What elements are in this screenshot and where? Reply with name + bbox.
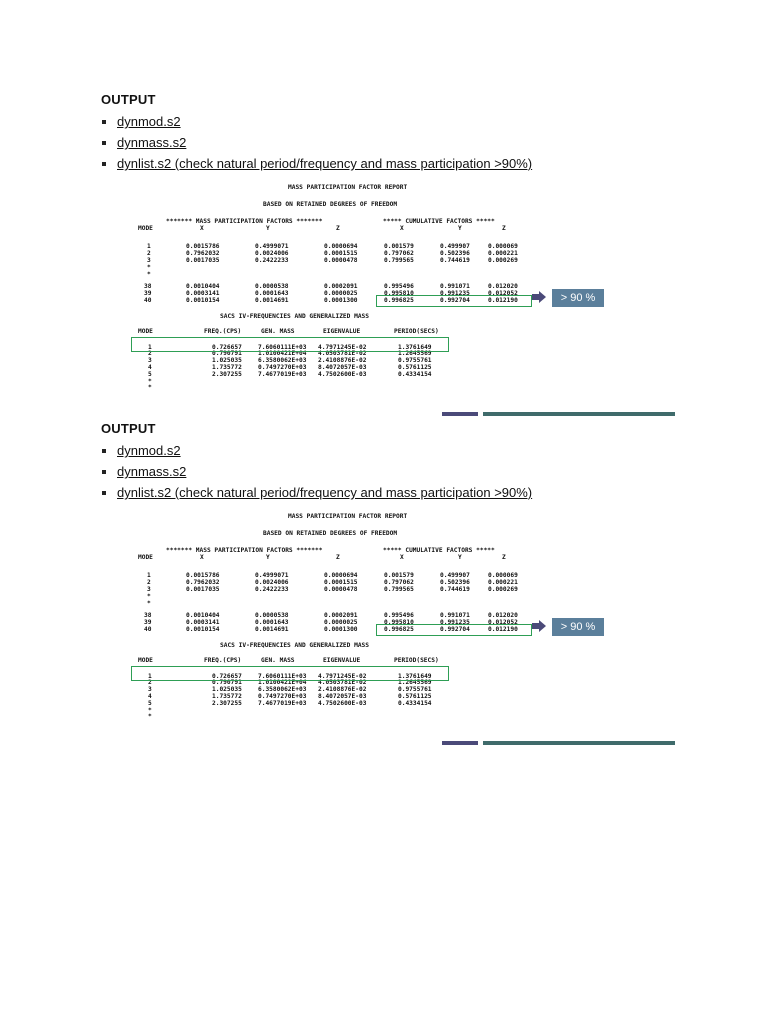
bullet-item: [101, 443, 532, 464]
frequency-cell: 2.307255: [212, 700, 242, 707]
bullet-icon: [102, 491, 106, 495]
bullet-item: [101, 156, 532, 177]
bullet-item: [101, 135, 532, 156]
mode-cell: 39: [144, 619, 152, 626]
bullet-icon: [102, 162, 106, 166]
frequency-cell: 0.726657: [212, 344, 242, 351]
mode-cell: 1: [147, 572, 151, 579]
divider-right: [483, 412, 675, 416]
mode-cell: *: [147, 271, 151, 278]
factor-cell: 0.991235: [440, 619, 470, 626]
bullet-icon: [102, 449, 106, 453]
mode-cell: 4: [148, 364, 152, 371]
frequency-cell: 1.0100421E+04: [258, 679, 307, 686]
mode-cell: 4: [148, 693, 152, 700]
frequency-cell: 0.9755761: [398, 686, 432, 693]
file-link-dynlist[interactable]: dynlist.s2 (check natural period/frequency and mass participation >90%): [117, 485, 533, 500]
factor-cell: 0.0000694: [324, 243, 358, 250]
factor-cell: 0.0001300: [324, 626, 358, 633]
factor-cell: 0.2422233: [255, 257, 289, 264]
column-header-axis: Z: [502, 554, 506, 561]
factor-cell: 0.012052: [488, 619, 518, 626]
bullet-icon: [102, 120, 106, 124]
mode-cell: *: [147, 600, 151, 607]
factor-cell: 0.797062: [384, 250, 414, 257]
factor-cell: 0.797062: [384, 579, 414, 586]
slide-heading: OUTPUT: [101, 92, 156, 107]
file-link-dynmod[interactable]: dynmod.s2: [117, 114, 181, 129]
factor-cell: 0.995810: [384, 290, 414, 297]
factor-cell: 0.0015786: [186, 572, 220, 579]
factor-cell: 0.001579: [384, 243, 414, 250]
frequency-cell: 0.726657: [212, 673, 242, 680]
frequency-cell: 4.7502600E-03: [318, 700, 367, 707]
frequency-cell: 7.4677019E+03: [258, 700, 307, 707]
factor-cell: 0.0000538: [255, 283, 289, 290]
factor-cell: 0.0003141: [186, 290, 220, 297]
mode-cell: 38: [144, 612, 152, 619]
factor-cell: 0.0002091: [324, 612, 358, 619]
factor-cell: 0.000069: [488, 572, 518, 579]
column-header-axis: X: [200, 554, 204, 561]
mode-cell: 2: [147, 250, 151, 257]
report-title: MASS PARTICIPATION FACTOR REPORT: [288, 184, 408, 191]
frequency-cell: 4.7971245E-02: [318, 673, 367, 680]
frequency-cell: 6.3580062E+03: [258, 357, 307, 364]
mode-cell: *: [148, 713, 152, 720]
mode-cell: 5: [148, 700, 152, 707]
frequency-column-header: GEN. MASS: [261, 657, 295, 664]
factor-cell: 0.499907: [440, 572, 470, 579]
factor-cell: 0.0002091: [324, 283, 358, 290]
column-header-axis: Z: [336, 554, 340, 561]
divider-left: [442, 412, 478, 416]
factor-cell: 0.991071: [440, 612, 470, 619]
file-link-dynmass[interactable]: dynmass.s2: [117, 464, 187, 479]
group-header-participation: ******* MASS PARTICIPATION FACTORS *******: [166, 547, 323, 554]
factor-cell: 0.4999071: [255, 572, 289, 579]
mode-cell: *: [147, 264, 151, 271]
factor-cell: 0.000221: [488, 579, 518, 586]
frequency-column-header: EIGENVALUE: [323, 328, 361, 335]
bullet-icon: [102, 470, 106, 474]
divider-right: [483, 741, 675, 745]
frequency-cell: 1.735772: [212, 693, 242, 700]
factor-cell: 0.0000538: [255, 612, 289, 619]
slide-2: [0, 421, 768, 751]
group-header-participation: ******* MASS PARTICIPATION FACTORS *******: [166, 218, 323, 225]
column-header-axis: Y: [266, 554, 270, 561]
mode-cell: 5: [148, 371, 152, 378]
mode-cell: 3: [147, 586, 151, 593]
factor-cell: 0.0001300: [324, 297, 358, 304]
mode-cell: 3: [147, 257, 151, 264]
bullet-list: [101, 443, 532, 506]
mode-cell: *: [148, 707, 152, 714]
frequency-cell: 1.2645569: [398, 679, 432, 686]
mode-cell: 39: [144, 290, 152, 297]
factor-cell: 0.992704: [440, 626, 470, 633]
mode-cell: 40: [144, 297, 152, 304]
factor-cell: 0.0010154: [186, 626, 220, 633]
frequency-cell: 0.9755761: [398, 357, 432, 364]
factor-cell: 0.012190: [488, 626, 518, 633]
factor-cell: 0.0015786: [186, 243, 220, 250]
frequency-cell: 4.0503781E-02: [318, 679, 367, 686]
frequency-cell: 2.4108876E-02: [318, 686, 367, 693]
file-link-dynmod[interactable]: dynmod.s2: [117, 443, 181, 458]
bullet-list: [101, 114, 532, 177]
frequency-column-header: FREQ.(CPS): [204, 657, 242, 664]
slide-heading: OUTPUT: [101, 421, 156, 436]
threshold-badge: > 90 %: [552, 618, 604, 636]
factor-cell: 0.0001643: [255, 619, 289, 626]
group-header-cumulative: ***** CUMULATIVE FACTORS *****: [383, 218, 495, 225]
frequency-cell: 0.790791: [212, 350, 242, 357]
frequency-cell: 0.4334154: [398, 371, 432, 378]
frequency-column-header: PERIOD(SECS): [394, 328, 439, 335]
factor-cell: 0.0000694: [324, 572, 358, 579]
factor-cell: 0.992704: [440, 297, 470, 304]
frequency-cell: 1.735772: [212, 364, 242, 371]
frequency-cell: 1.0100421E+04: [258, 350, 307, 357]
column-header-axis: X: [200, 225, 204, 232]
frequency-cell: 4.0503781E-02: [318, 350, 367, 357]
mode-cell: 2: [148, 350, 152, 357]
factor-cell: 0.0001515: [324, 579, 358, 586]
period-highlight-box: [131, 337, 449, 352]
frequency-cell: 2.307255: [212, 371, 242, 378]
frequency-cell: 7.6060111E+03: [258, 673, 307, 680]
factor-cell: 0.0017035: [186, 586, 220, 593]
column-header-axis: Y: [458, 554, 462, 561]
factor-cell: 0.499907: [440, 243, 470, 250]
factor-cell: 0.995810: [384, 619, 414, 626]
mode-cell: *: [148, 378, 152, 385]
factor-cell: 0.0010154: [186, 297, 220, 304]
factor-cell: 0.502396: [440, 250, 470, 257]
frequency-cell: 1.3761649: [398, 673, 432, 680]
slide-1: [0, 92, 768, 422]
frequency-cell: 1.025035: [212, 357, 242, 364]
mode-cell: 3: [148, 357, 152, 364]
frequency-column-header: GEN. MASS: [261, 328, 295, 335]
factor-cell: 0.0000025: [324, 619, 358, 626]
frequency-column-header: MODE: [138, 657, 153, 664]
factor-cell: 0.0010404: [186, 283, 220, 290]
bullet-item: [101, 114, 532, 135]
mode-cell: 2: [147, 579, 151, 586]
column-header-mode: MODE: [138, 554, 153, 561]
period-highlight-box: [131, 666, 449, 681]
frequency-cell: 1.3761649: [398, 344, 432, 351]
factor-cell: 0.012020: [488, 612, 518, 619]
factor-cell: 0.000269: [488, 586, 518, 593]
frequency-cell: 4.7502600E-03: [318, 371, 367, 378]
factor-cell: 0.012020: [488, 283, 518, 290]
arrow-right-icon: [532, 291, 546, 305]
factor-cell: 0.502396: [440, 579, 470, 586]
frequency-cell: 7.4677019E+03: [258, 371, 307, 378]
frequency-cell: 0.790791: [212, 679, 242, 686]
frequency-column-header: FREQ.(CPS): [204, 328, 242, 335]
factor-cell: 0.4999071: [255, 243, 289, 250]
factor-cell: 0.2422233: [255, 586, 289, 593]
file-link-dynlist[interactable]: dynlist.s2 (check natural period/frequency and mass participation >90%): [117, 156, 533, 171]
column-header-mode: MODE: [138, 225, 153, 232]
group-header-cumulative: ***** CUMULATIVE FACTORS *****: [383, 547, 495, 554]
frequency-cell: 0.5761125: [398, 364, 432, 371]
factor-cell: 0.991071: [440, 283, 470, 290]
column-header-axis: Y: [266, 225, 270, 232]
mode-cell: 1: [147, 243, 151, 250]
factor-cell: 0.996825: [384, 297, 414, 304]
cumulative-highlight-box: [376, 624, 532, 636]
factor-cell: 0.0024006: [255, 579, 289, 586]
frequency-cell: 1.025035: [212, 686, 242, 693]
factor-cell: 0.000269: [488, 257, 518, 264]
frequency-cell: 0.5761125: [398, 693, 432, 700]
frequency-cell: 4.7971245E-02: [318, 344, 367, 351]
mode-cell: 1: [148, 344, 152, 351]
bullet-item: [101, 464, 532, 485]
frequency-cell: 0.4334154: [398, 700, 432, 707]
factor-cell: 0.991235: [440, 290, 470, 297]
factor-cell: 0.744619: [440, 586, 470, 593]
factor-cell: 0.0001515: [324, 250, 358, 257]
divider-left: [442, 741, 478, 745]
factor-cell: 0.0010404: [186, 612, 220, 619]
factor-cell: 0.995496: [384, 612, 414, 619]
factor-cell: 0.0024006: [255, 250, 289, 257]
frequency-cell: 8.4072057E-03: [318, 693, 367, 700]
factor-cell: 0.000221: [488, 250, 518, 257]
frequency-cell: 8.4072057E-03: [318, 364, 367, 371]
report-subtitle: BASED ON RETAINED DEGREES OF FREEDOM: [263, 201, 398, 208]
mode-cell: 2: [148, 679, 152, 686]
frequency-column-header: EIGENVALUE: [323, 657, 361, 664]
factor-cell: 0.0000478: [324, 257, 358, 264]
column-header-axis: Z: [336, 225, 340, 232]
factor-cell: 0.7962032: [186, 579, 220, 586]
report-subtitle: BASED ON RETAINED DEGREES OF FREEDOM: [263, 530, 398, 537]
mode-cell: 3: [148, 686, 152, 693]
mode-cell: *: [148, 384, 152, 391]
frequency-cell: 6.3580062E+03: [258, 686, 307, 693]
frequency-cell: 1.2645569: [398, 350, 432, 357]
factor-cell: 0.996825: [384, 626, 414, 633]
file-link-dynmass[interactable]: dynmass.s2: [117, 135, 187, 150]
frequency-table-title: SACS IV-FREQUENCIES AND GENERALIZED MASS: [220, 642, 370, 649]
column-header-axis: X: [400, 225, 404, 232]
frequency-column-header: PERIOD(SECS): [394, 657, 439, 664]
threshold-badge: > 90 %: [552, 289, 604, 307]
factor-cell: 0.001579: [384, 572, 414, 579]
column-header-axis: Z: [502, 225, 506, 232]
report-title: MASS PARTICIPATION FACTOR REPORT: [288, 513, 408, 520]
factor-cell: 0.012052: [488, 290, 518, 297]
bullet-icon: [102, 141, 106, 145]
factor-cell: 0.0014691: [255, 297, 289, 304]
column-header-axis: Y: [458, 225, 462, 232]
frequency-cell: 2.4108876E-02: [318, 357, 367, 364]
frequency-cell: 0.7497270E+03: [258, 364, 307, 371]
mode-cell: 38: [144, 283, 152, 290]
arrow-right-icon: [532, 620, 546, 634]
factor-cell: 0.995496: [384, 283, 414, 290]
factor-cell: 0.000069: [488, 243, 518, 250]
factor-cell: 0.799565: [384, 257, 414, 264]
factor-cell: 0.0017035: [186, 257, 220, 264]
frequency-cell: 0.7497270E+03: [258, 693, 307, 700]
factor-cell: 0.7962032: [186, 250, 220, 257]
factor-cell: 0.0000478: [324, 586, 358, 593]
factor-cell: 0.799565: [384, 586, 414, 593]
frequency-table-title: SACS IV-FREQUENCIES AND GENERALIZED MASS: [220, 313, 370, 320]
mode-cell: 1: [148, 673, 152, 680]
frequency-column-header: MODE: [138, 328, 153, 335]
mode-cell: *: [147, 593, 151, 600]
factor-cell: 0.0014691: [255, 626, 289, 633]
factor-cell: 0.0003141: [186, 619, 220, 626]
bullet-item: [101, 485, 532, 506]
column-header-axis: X: [400, 554, 404, 561]
mode-cell: 40: [144, 626, 152, 633]
factor-cell: 0.744619: [440, 257, 470, 264]
factor-cell: 0.0000025: [324, 290, 358, 297]
factor-cell: 0.012190: [488, 297, 518, 304]
cumulative-highlight-box: [376, 295, 532, 307]
factor-cell: 0.0001643: [255, 290, 289, 297]
frequency-cell: 7.6060111E+03: [258, 344, 307, 351]
